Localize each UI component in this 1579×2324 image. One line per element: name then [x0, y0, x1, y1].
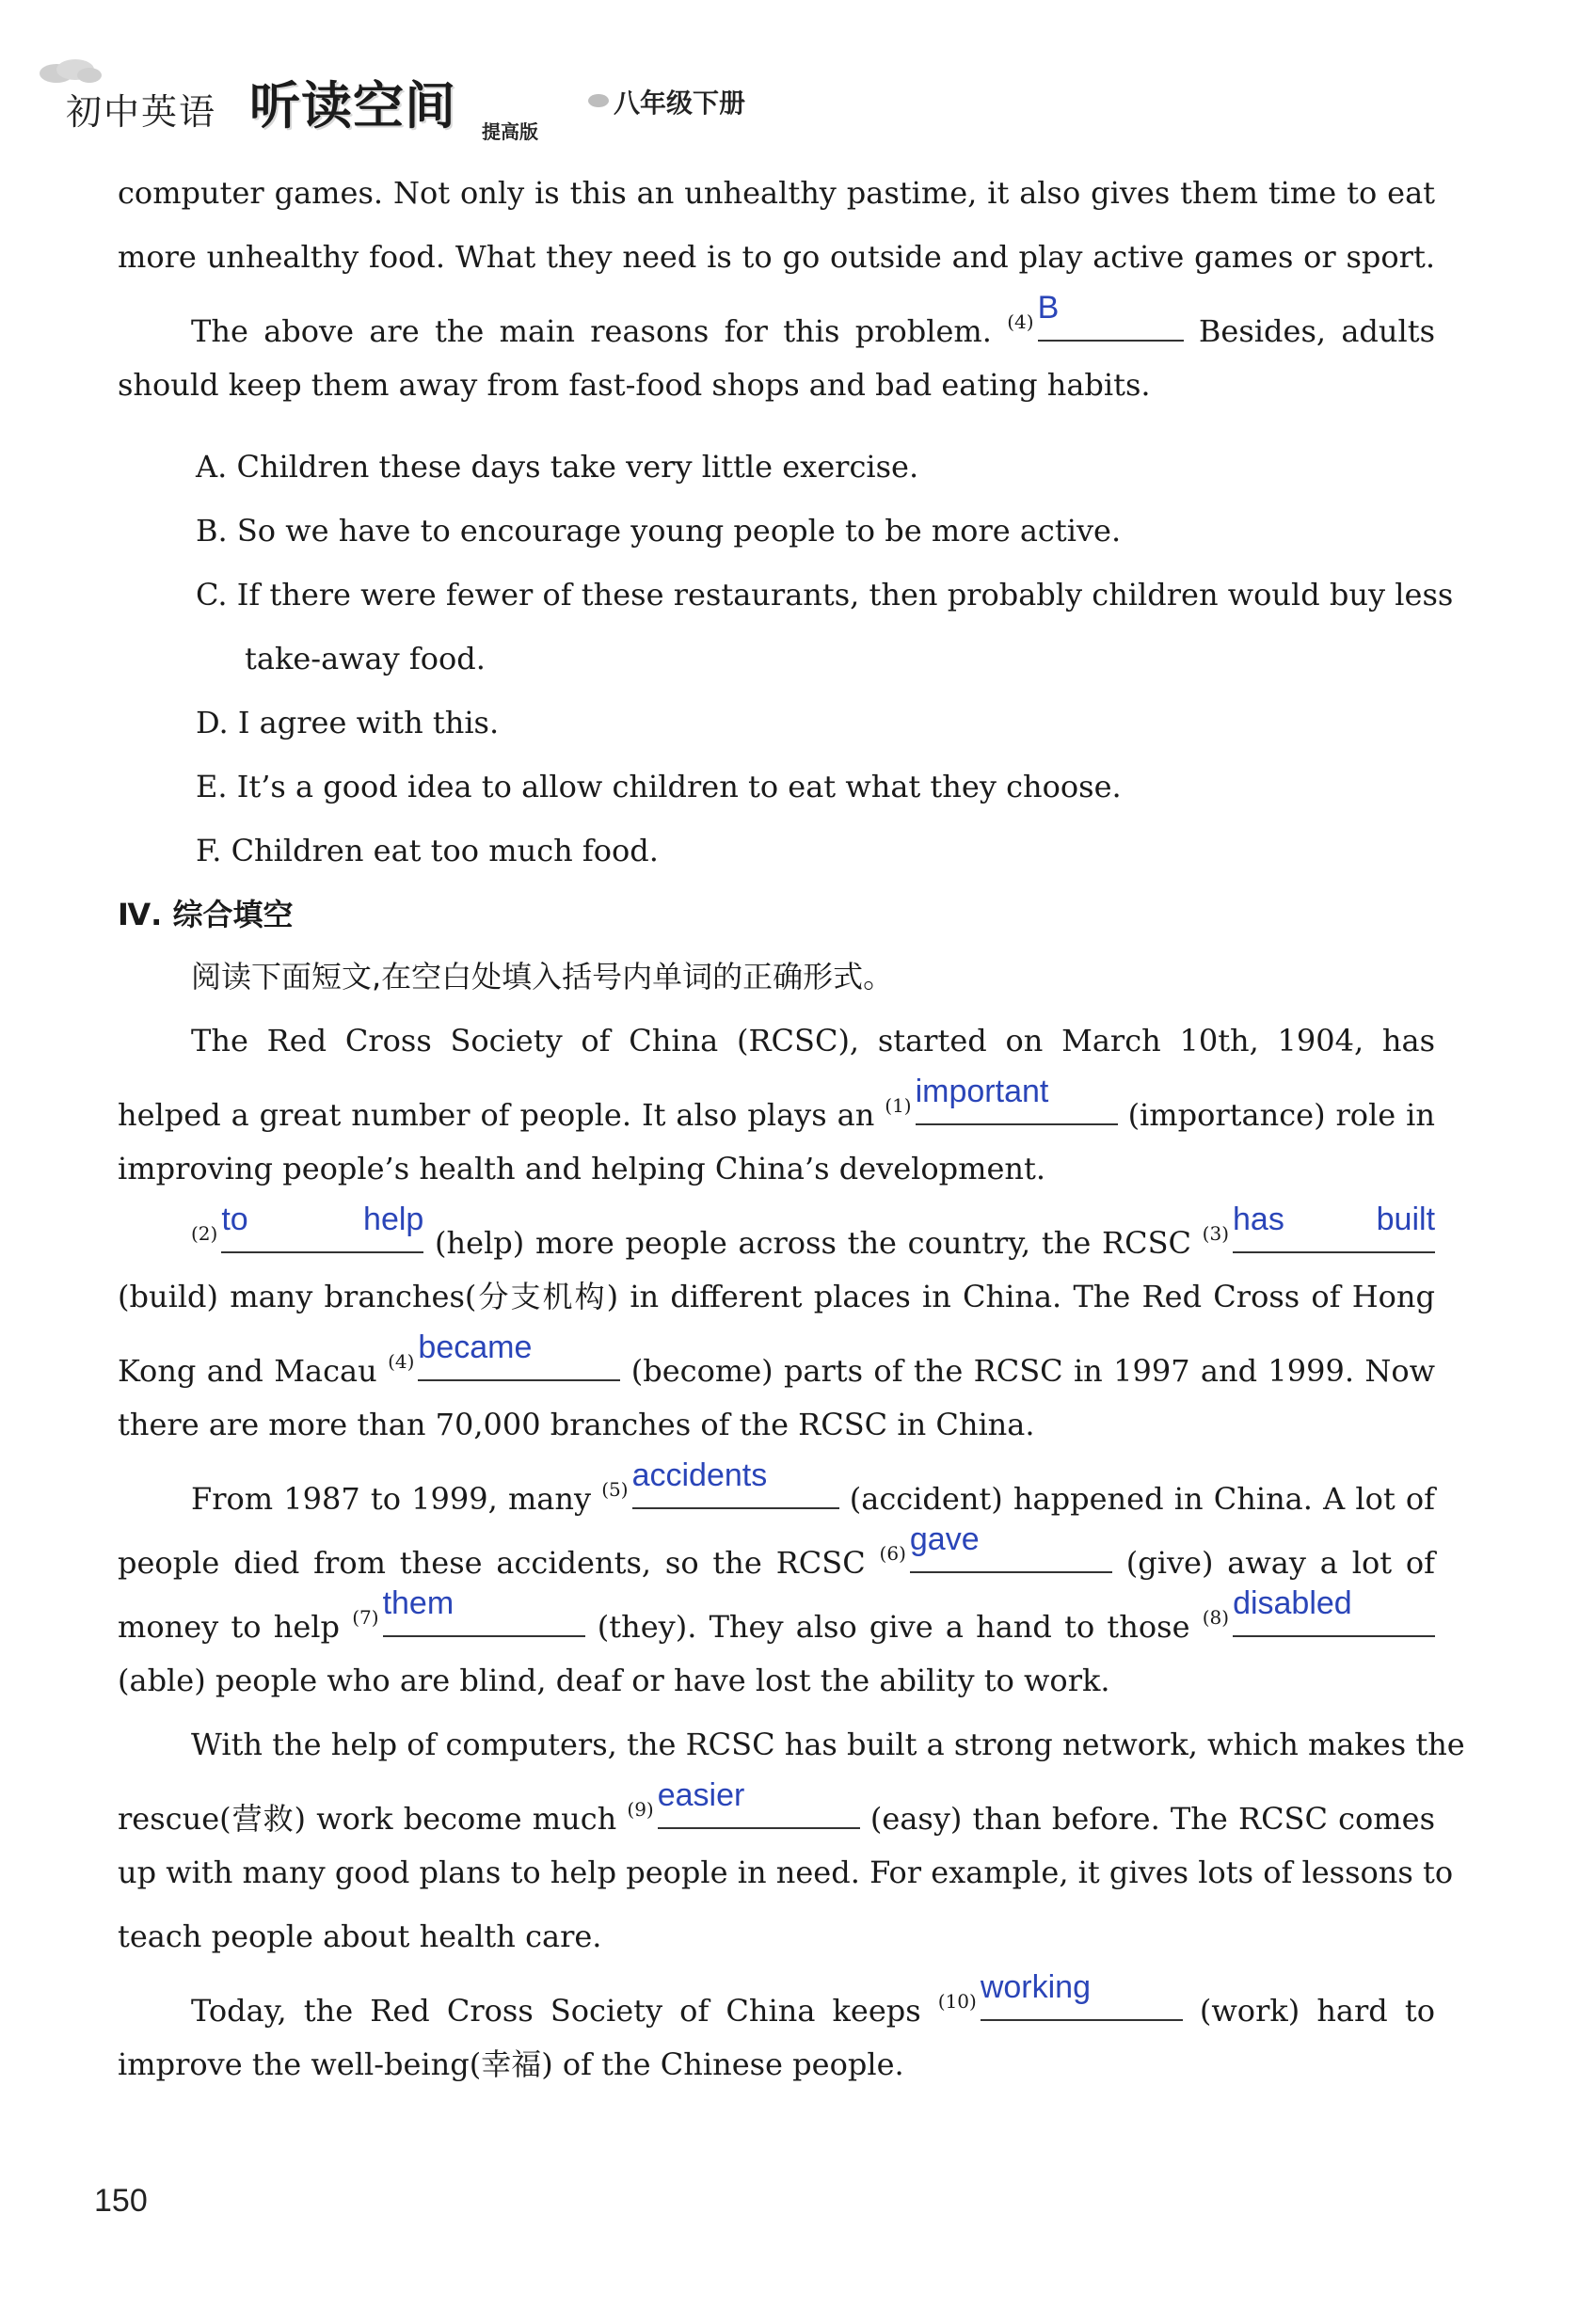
passage-line [118, 1329, 1436, 1390]
question-number: (10) [937, 1990, 977, 2013]
edition-label: 提高版 [482, 120, 538, 143]
answer-blank [418, 1329, 620, 1381]
answer-text: became [418, 1329, 533, 1365]
answer-text: accidents [631, 1457, 768, 1493]
book-logo: 听读空间 [249, 76, 456, 135]
question-number: (3) [1202, 1222, 1230, 1245]
answer-blank [980, 1969, 1183, 2021]
question-number: (9) [627, 1798, 654, 1821]
text: (help) more people across the country, the RCSC [435, 1225, 1191, 1261]
answer-blank [909, 1521, 1112, 1573]
answer-blank [1037, 290, 1184, 342]
passage-line [118, 1521, 1436, 1582]
answer-blank [657, 1777, 860, 1829]
answer-text: B [1037, 290, 1060, 326]
answer-text: gave [909, 1521, 980, 1557]
passage-line: up with many good plans to help people in need. For example, it gives lots of lessons to [118, 1854, 1454, 1890]
option-d: D. I agree with this. [196, 705, 500, 740]
option-b: B. So we have to encourage young people to be more active. [196, 513, 1122, 549]
answer-blank [631, 1457, 839, 1509]
text: people died from these accidents, so the RCSC [118, 1545, 866, 1581]
passage-line [118, 1777, 1436, 1838]
option-f: F. Children eat too much food. [196, 833, 659, 868]
series-title: 初中英语 [66, 91, 217, 133]
text: (importance) role in [1127, 1097, 1436, 1133]
text: (easy) than before. The RCSC comes [869, 1801, 1436, 1837]
passage-line: computer games. Not only is this an unhealthy pastime, it also gives them time to eat [118, 175, 1435, 211]
answer-text: working [980, 1969, 1091, 2005]
option-e: E. It’s a good idea to allow children to eat what they choose. [196, 769, 1122, 804]
text: Besides, adults [1198, 313, 1436, 349]
question-number: (8) [1202, 1606, 1230, 1629]
text: Today, the Red Cross Society of China keeps [191, 1993, 921, 2029]
answer-text: them [382, 1585, 455, 1621]
text: The above are the main reasons for this problem. [191, 313, 992, 349]
passage-line [118, 1202, 1436, 1262]
section-title: Ⅳ. 综合填空 [118, 897, 294, 932]
passage-line: (build) many branches(分支机构) in different places in China. The Red Cross of Hong [118, 1279, 1435, 1314]
passage-line [118, 1074, 1436, 1134]
option-c-cont: take-away food. [245, 641, 486, 677]
grade-label: 八年级下册 [614, 88, 746, 119]
question-number: (1) [885, 1094, 912, 1117]
passage-line [118, 1457, 1436, 1518]
passage-line: more unhealthy food. What they need is to go outside and play active games or sport. [118, 239, 1435, 275]
text: (become) parts of the RCSC in 1997 and 1999. Now [630, 1353, 1436, 1389]
page-header [66, 66, 781, 151]
text: rescue(营救) work become much [118, 1801, 617, 1837]
answer-blank [915, 1074, 1118, 1125]
text: (accident) happened in China. A lot of [849, 1481, 1436, 1517]
answer-blank [221, 1202, 424, 1253]
text: (they). They also give a hand to those [597, 1609, 1190, 1645]
passage-line: improving people’s health and helping China’s development. [118, 1151, 1046, 1186]
passage-line [118, 1969, 1436, 2030]
passage-line: there are more than 70,000 branches of the RCSC in China. [118, 1407, 1035, 1442]
page-number: 150 [94, 2183, 148, 2219]
question-number: (2) [191, 1222, 218, 1245]
answer-blank [382, 1585, 585, 1637]
text: (work) hard to [1199, 1993, 1436, 2029]
passage-line: should keep them away from fast-food shops and bad eating habits. [118, 367, 1151, 403]
question-number: (7) [352, 1606, 379, 1629]
text: helped a great number of people. It also plays an [118, 1097, 875, 1133]
passage-line: improve the well-being(幸福) of the Chinese people. [118, 2046, 904, 2082]
passage-line [118, 1585, 1435, 1646]
question-number: (5) [601, 1478, 629, 1501]
passage-line [118, 290, 1436, 350]
cloud-icon [38, 58, 104, 85]
answer-text: to help [221, 1202, 424, 1237]
answer-text: has built [1233, 1202, 1436, 1237]
option-c: C. If there were fewer of these restaurants, then probably children would buy less [196, 577, 1454, 613]
text: (give) away a lot of [1125, 1545, 1436, 1581]
option-a: A. Children these days take very little exercise. [196, 449, 919, 485]
passage-line: The Red Cross Society of China (RCSC), started on March 10th, 1904, has [191, 1023, 1435, 1059]
header-bullet-icon [588, 94, 609, 107]
text: money to help [118, 1609, 341, 1645]
question-number: (6) [879, 1542, 906, 1565]
section-instruction: 阅读下面短文,在空白处填入括号内单词的正确形式。 [191, 959, 894, 995]
answer-text: disabled [1233, 1585, 1352, 1621]
text: From 1987 to 1999, many [191, 1481, 592, 1517]
passage-line: (able) people who are blind, deaf or have lost the ability to work. [118, 1663, 1110, 1698]
answer-text: easier [657, 1777, 745, 1813]
passage-line: teach people about health care. [118, 1918, 602, 1954]
passage-line: With the help of computers, the RCSC has built a strong network, which makes the [191, 1727, 1465, 1762]
question-number: (4) [1007, 310, 1034, 333]
answer-blank [1233, 1202, 1436, 1253]
answer-text: important [915, 1074, 1049, 1109]
question-number: (4) [388, 1350, 415, 1373]
answer-blank [1233, 1585, 1435, 1637]
text: Kong and Macau [118, 1353, 377, 1389]
